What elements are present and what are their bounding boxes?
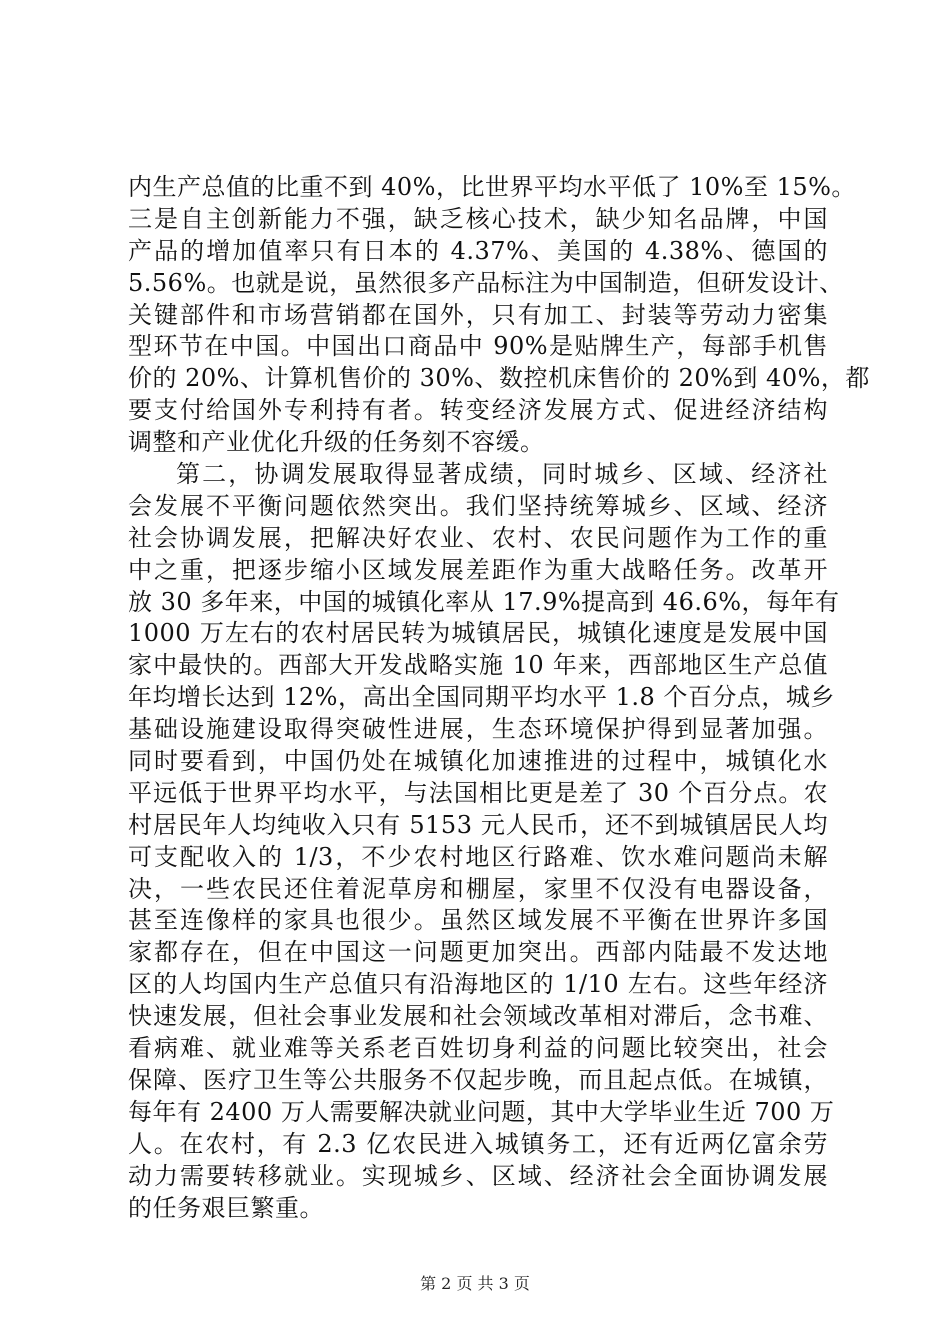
paragraph-line: 关键部件和市场营销都在国外，只有加工、封装等劳动力密集 <box>128 300 828 329</box>
paragraph-line: 动力需要转移就业。实现城乡、区域、经济社会全面协调发展 <box>128 1161 828 1190</box>
paragraph-line: 看病难、就业难等关系老百姓切身利益的问题比较突出，社会 <box>128 1034 828 1063</box>
paragraph-line: 区的人均国内生产总值只有沿海地区的 1/10 左右。这些年经济 <box>128 970 828 999</box>
paragraph-line: 甚至连像样的家具也很少。虽然区域发展不平衡在世界许多国 <box>128 906 828 935</box>
paragraph-line: 家中最快的。西部大开发战略实施 10 年来，西部地区生产总值 <box>128 651 828 680</box>
paragraph-line: 村居民年人均纯收入只有 5153 元人民币，还不到城镇居民人均 <box>128 810 828 839</box>
paragraph-line: 人。在农村，有 2.3 亿农民进入城镇务工，还有近两亿富余劳 <box>128 1129 828 1158</box>
paragraph-line: 决，一些农民还住着泥草房和棚屋，家里不仅没有电器设备， <box>128 874 828 903</box>
paragraph-line: 平远低于世界平均水平，与法国相比更是差了 30 个百分点。农 <box>128 778 828 807</box>
paragraph-1 <box>128 172 870 459</box>
paragraph-line: 快速发展，但社会事业发展和社会领域改革相对滞后，念书难、 <box>128 1002 828 1031</box>
paragraph-line: 会发展不平衡问题依然突出。我们坚持统筹城乡、区域、经济 <box>128 491 828 520</box>
paragraph-line: 保障、医疗卫生等公共服务不仅起步晚，而且起点低。在城镇， <box>128 1065 828 1094</box>
paragraph-line: 1000 万左右的农村居民转为城镇居民，城镇化速度是发展中国 <box>128 619 828 648</box>
paragraph-line: 型环节在中国。中国出口商品中 90%是贴牌生产，每部手机售 <box>128 332 828 361</box>
paragraph-line: 可支配收入的 1/3，不少农村地区行路难、饮水难问题尚未解 <box>128 842 828 871</box>
paragraph-line: 调整和产业优化升级的任务刻不容缓。 <box>128 428 545 457</box>
page-number-label: 第 2 页 共 3 页 <box>420 1274 530 1293</box>
page-footer <box>0 1271 950 1294</box>
paragraph-line: 年均增长达到 12%，高出全国同期平均水平 1.8 个百分点，城乡 <box>128 683 835 712</box>
body-text <box>128 172 870 1224</box>
paragraph-2 <box>128 459 840 1224</box>
paragraph-line: 同时要看到，中国仍处在城镇化加速推进的过程中，城镇化水 <box>128 747 828 776</box>
paragraph-line: 三是自主创新能力不强，缺乏核心技术，缺少知名品牌，中国 <box>128 204 828 233</box>
paragraph-line: 内生产总值的比重不到 40%，比世界平均水平低了 10%至 15%。 <box>128 173 856 201</box>
paragraph-line: 中之重，把逐步缩小区域发展差距作为重大战略任务。改革开 <box>128 555 828 584</box>
paragraph-line: 社会协调发展，把解决好农业、农村、农民问题作为工作的重 <box>128 523 828 552</box>
paragraph-line: 的任务艰巨繁重。 <box>128 1193 324 1222</box>
paragraph-line: 放 30 多年来，中国的城镇化率从 17.9%提高到 46.6%，每年有 <box>128 587 840 616</box>
paragraph-line: 第二，协调发展取得显著成绩，同时城乡、区域、经济社 <box>176 460 828 489</box>
paragraph-line: 价的 20%、计算机售价的 30%、数控机床售价的 20%到 40%，都 <box>128 364 870 393</box>
paragraph-line: 5.56%。也就是说，虽然很多产品标注为中国制造，但研发设计、 <box>128 268 844 297</box>
paragraph-line: 产品的增加值率只有日本的 4.37%、美国的 4.38%、德国的 <box>128 236 828 265</box>
paragraph-line: 家都存在，但在中国这一问题更加突出。西部内陆最不发达地 <box>128 938 828 967</box>
paragraph-line: 每年有 2400 万人需要解决就业问题，其中大学毕业生近 700 万 <box>128 1097 835 1126</box>
paragraph-line: 要支付给国外专利持有者。转变经济发展方式、促进经济结构 <box>128 396 828 425</box>
paragraph-line: 基础设施建设取得突破性进展，生态环境保护得到显著加强。 <box>128 715 828 744</box>
